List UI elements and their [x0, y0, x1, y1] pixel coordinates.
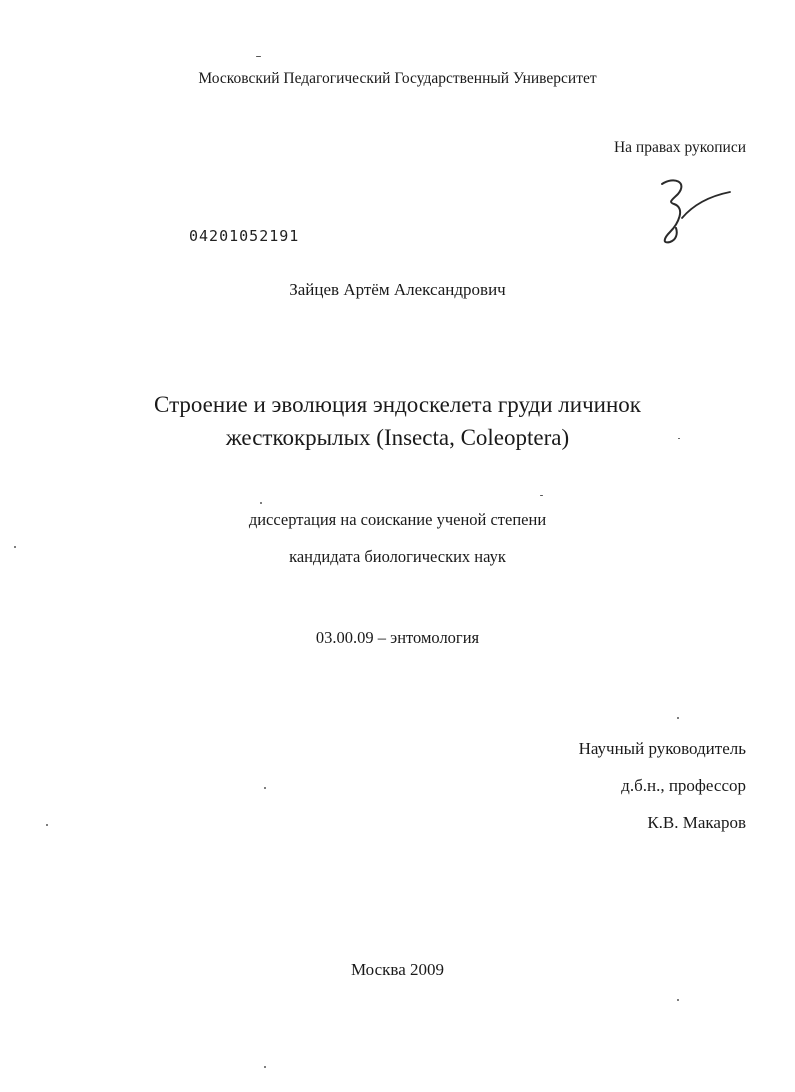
author-name: Зайцев Артём Александрович [289, 280, 506, 299]
specialty-code: 03.00.09 – энтомология [315, 628, 480, 647]
handwritten-signature [648, 174, 734, 246]
archive-number: 04201052191 [189, 227, 300, 245]
supervisor-name: К.В. Макаров [647, 813, 746, 832]
scan-speck [540, 495, 543, 496]
scan-speck [264, 1066, 266, 1068]
scan-speck [46, 824, 48, 826]
dissertation-degree-line-1: диссертация на соискание ученой степени [248, 510, 547, 529]
scan-speck [677, 999, 679, 1001]
scan-speck [677, 717, 679, 719]
scan-speck [260, 502, 262, 504]
thesis-title-line-2: жесткокрылых (Insecta, Coleoptera) [225, 425, 570, 450]
city-year: Москва 2009 [350, 960, 445, 979]
supervisor-label: Научный руководитель [578, 739, 746, 758]
scan-speck [264, 787, 266, 789]
university-name: Московский Педагогический Государственный Университет [198, 70, 597, 87]
scan-speck [14, 546, 16, 548]
dissertation-degree-line-2: кандидата биологических наук [289, 547, 506, 566]
rights-note: На правах рукописи [613, 139, 746, 156]
scan-speck [256, 56, 261, 57]
supervisor-degree: д.б.н., профессор [621, 776, 746, 795]
scan-speck [678, 438, 680, 439]
thesis-title-line-1: Строение и эволюция эндоскелета груди личинок [154, 392, 641, 417]
